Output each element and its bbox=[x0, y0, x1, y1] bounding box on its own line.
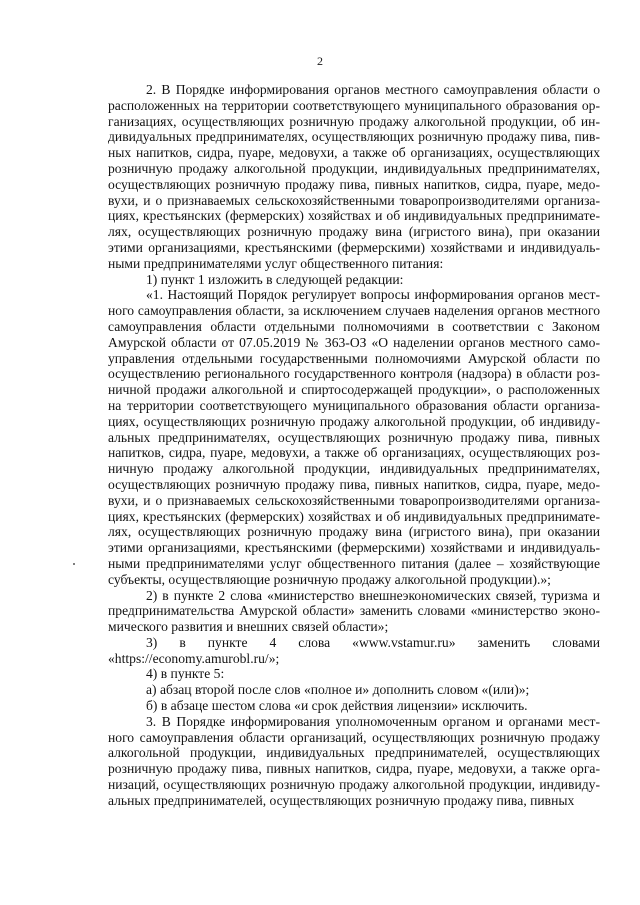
paragraph-item-1-new-text: «1. Настоящий Порядок регулирует вопросы информирования органов местного самоуправления области, за исключением случаев наделения органов местного самоуправления области отдельными полномочиями в соответствии с Законом Амурской области от 07.05.2019 № 363-ОЗ «О наделении органов местного самоуправления отдельными государственными полномочиями Амурской области по осуществлению регионального государственного контроля (надзора) в области розничной продажи алкогольной и спиртосодержащей продукции», о расположенных на территории соответствующего муниципального образования области организациях, осуществляющих розничную продажу алкогольной продукции, об индивидуальных предпринимателях, осуществляющих розничную продажу пива, пивных напитков, сидра, пуаре, медовухи, а также об организациях, осуществляющих розничную продажу алкогольной продукции, индивидуальных предпринимателях, осуществляющих розничную продажу пива, пивных напитков, сидра, пуаре, медовухи, и о признаваемых сельскохозяйственными товаропроизводителями организациях, крестьянских (фермерских) хозяйствах и об индивидуальных предпринимателях, осуществляющих розничную продажу вина (игристого вина), при оказании этими организациями, крестьянскими (фермерскими) хозяйствами и индивидуальными предпринимателями услуг общественного питания (далее – хозяйствующие субъекты, осуществляющие розничную продажу алкогольной продукции).»; bbox=[108, 287, 600, 587]
paragraph-section-2-intro: 2. В Порядке информирования органов местного самоуправления области о расположенных на территории соответствующего муниципального образования организациях, осуществляющих розничную продажу алкогольной продукции, об индивидуальных предпринимателях, осуществляющих розничную продажу пива, пивных напитков, сидра, пуаре, медовухи, а также об организациях, осуществляющих розничную продажу алкогольной продукции, индивидуальных предпринимателях, осуществляющих розничную продажу пива, пивных напитков, сидра, пуаре, медовухи, и о признаваемых сельскохозяйственными товаропроизводителями организациях, крестьянских (фермерских) хозяйствах и об индивидуальных предпринимателях, осуществляющих розничную продажу вина (игристого вина), при оказании этими организациями, крестьянскими (фермерскими) хозяйствами и индивидуальными предпринимателями услуг общественного питания: bbox=[108, 82, 600, 271]
paragraph-item-3: 3) в пункте 4 слова «www.vstamur.ru» заменить словами «https://economy.amurobl.ru/»; bbox=[108, 634, 600, 666]
paragraph-item-2: 2) в пункте 2 слова «министерство внешнеэкономических связей, туризма и предпринимательства Амурской области» заменить словами «министерство экономического развития и внешних связей области»; bbox=[108, 587, 600, 635]
paragraph-item-4b: б) в абзаце шестом слова «и срок действия лицензии» исключить. bbox=[146, 698, 528, 714]
paragraph-item-1: 1) пункт 1 изложить в следующей редакции: bbox=[146, 271, 404, 287]
scan-speck bbox=[73, 563, 75, 565]
document-body bbox=[108, 82, 600, 809]
page-number: 2 bbox=[317, 54, 323, 68]
paragraph-section-3: 3. В Порядке информирования уполномоченным органом и органами местного самоуправления области организаций, осуществляющих розничную продажу алкогольной продукции, индивидуальных предпринимателей, осуществляющих розничную продажу пива, пивных напитков, сидра, пуаре, медовухи, а также организаций, осуществляющих розничную продажу алкогольной продукции, индивидуальных предпринимателей, осуществляющих розничную продажу пива, пивных bbox=[108, 713, 600, 808]
paragraph-item-4: 4) в пункте 5: bbox=[146, 666, 225, 682]
paragraph-item-4a: а) абзац второй после слов «полное и» дополнить словом «(или)»; bbox=[146, 682, 530, 698]
